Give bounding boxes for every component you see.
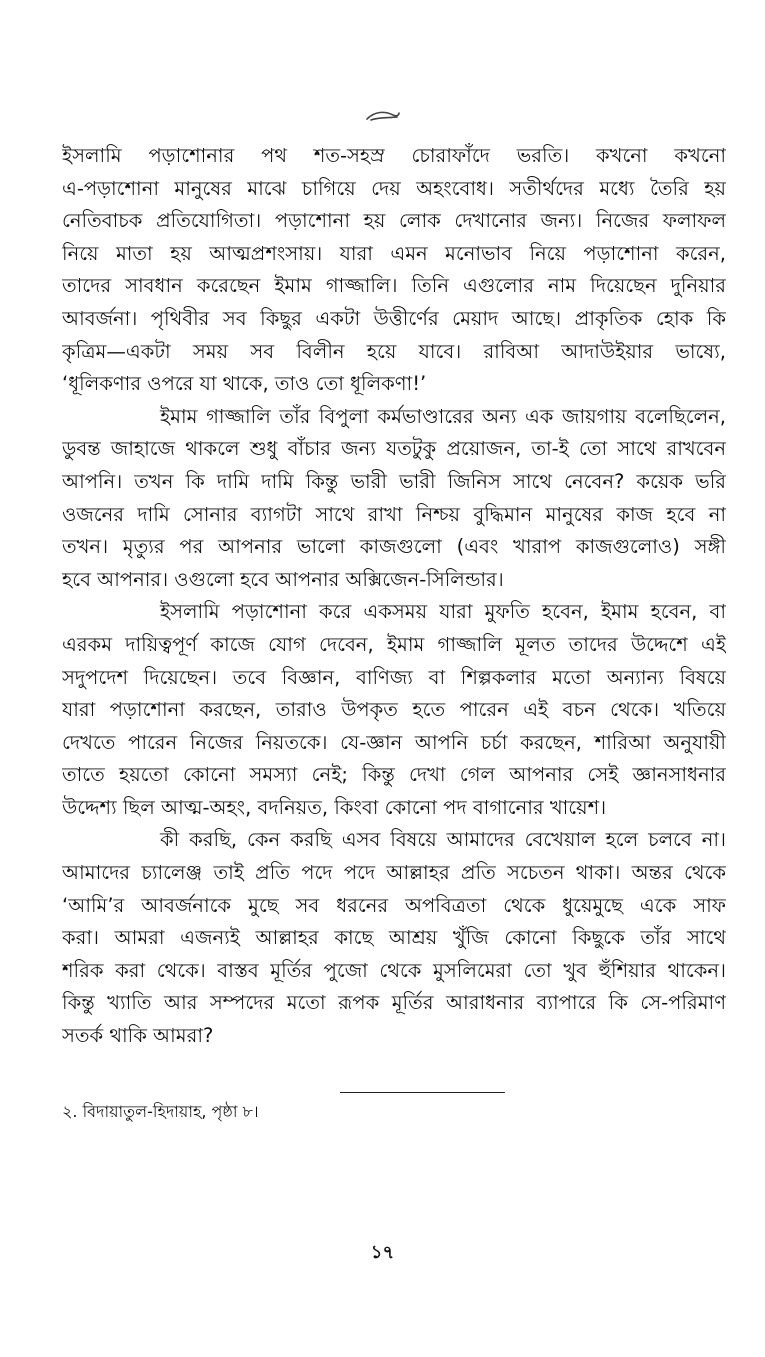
swash-ornament-icon bbox=[363, 109, 403, 123]
text-line: ডুবন্ত জাহাজে থাকলে শুধু বাঁচার জন্য যতটুকু প্রয়োজন, তা-ই তো সাথে রাখবেন bbox=[62, 437, 726, 461]
text-line: তাতে হয়তো কোনো সমস্যা নেই; কিন্তু দেখা গেল আপনার সেই জ্ঞানসাধনার bbox=[62, 763, 726, 787]
text-line: যারা পড়াশোনা করছেন, তারাও উপকৃত হতে পারেন এই বচন থেকে। খতিয়ে bbox=[62, 698, 726, 722]
text-line: উদ্দেশ্য ছিল আত্ম-অহং, বদনিয়ত, কিংবা কোনো পদ বাগানোর খায়েশ। bbox=[62, 795, 607, 819]
paragraph-4 bbox=[62, 824, 726, 1052]
text-line: আপনি। তখন কি দামি দামি কিন্তু ভারী ভারী জিনিস সাথে নেবেন? কয়েক ভরি bbox=[62, 469, 726, 493]
footnote-divider bbox=[340, 1092, 505, 1093]
footnote: ২. বিদায়াতুল-হিদায়াহ, পৃষ্ঠা ৮। bbox=[62, 1102, 259, 1121]
text-line: কিন্তু খ্যাতি আর সম্পদের মতো রূপক মূর্তির আরাধনার ব্যাপারে কি সে-পরিমাণ bbox=[62, 991, 726, 1015]
text-line: নিয়ে মাতা হয় আত্মপ্রশংসায়। যারা এমন মনোভাব নিয়ে পড়াশোনা করেন, bbox=[62, 241, 726, 265]
paragraph-3 bbox=[62, 596, 726, 824]
text-line: শরিক করা থেকে। বাস্তব মূর্তির পুজো থেকে মুসলিমেরা তো খুব হুঁশিয়ার থাকেন। bbox=[62, 958, 726, 982]
text-line: ইসলামি পড়াশোনা করে একসময় যারা মুফতি হবেন, ইমাম হবেন, বা bbox=[160, 600, 726, 624]
paragraph-2 bbox=[62, 401, 726, 597]
body-text bbox=[62, 140, 726, 1053]
text-line: ইমাম গাজ্জালি তাঁর বিপুলা কর্মভাণ্ডারের অন্য এক জায়গায় বলেছিলেন, bbox=[160, 404, 726, 428]
text-line: করা। আমরা এজন্যই আল্লাহর কাছে আশ্রয় খুঁজি কোনো কিছুকে তাঁর সাথে bbox=[62, 926, 726, 950]
text-line: কী করছি, কেন করছি এসব বিষয়ে আমাদের বেখেয়াল হলে চলবে না। bbox=[160, 828, 726, 852]
text-line: কৃত্রিম—একটা সময় সব বিলীন হয়ে যাবে। রাবিআ আদাউইয়ার ভাষ্যে, bbox=[62, 339, 726, 363]
text-line: তখন। মৃত্যুর পর আপনার ভালো কাজগুলো (এবং খারাপ কাজগুলোও) সঙ্গী bbox=[62, 535, 726, 559]
text-line: নেতিবাচক প্রতিযোগিতা। পড়াশোনা হয় লোক দেখানোর জন্য। নিজের ফলাফল bbox=[62, 209, 726, 233]
paragraph-1 bbox=[62, 140, 726, 401]
text-line: সতর্ক থাকি আমরা? bbox=[62, 1024, 214, 1048]
page-number: ১৭ bbox=[370, 1242, 395, 1263]
text-line: ‘ধূলিকণার ওপরে যা থাকে, তাও তো ধূলিকণা!’ bbox=[62, 372, 427, 396]
text-line: সদুপদেশ দিয়েছেন। তবে বিজ্ঞান, বাণিজ্য বা শিল্পকলার মতো অন্যান্য বিষয়ে bbox=[62, 665, 726, 689]
text-line: ওজনের দামি সোনার ব্যাগটা সাথে রাখা নিশ্চয় বুদ্ধিমান মানুষের কাজ হবে না bbox=[62, 502, 726, 526]
text-line: তাদের সাবধান করেছেন ইমাম গাজ্জালি। তিনি এগুলোর নাম দিয়েছেন দুনিয়ার bbox=[62, 274, 726, 298]
text-line: ইসলামি পড়াশোনার পথ শত-সহস্র চোরাফাঁদে ভরতি। কখনো কখনো bbox=[62, 144, 726, 167]
text-line: এ-পড়াশোনা মানুষের মাঝে চাগিয়ে দেয় অহংবোধ। সতীর্থদের মধ্যে তৈরি হয় bbox=[62, 176, 726, 200]
text-line: এরকম দায়িত্বপূর্ণ কাজে যোগ দেবেন, ইমাম গাজ্জালি মূলত তাদের উদ্দেশে এই bbox=[62, 632, 726, 656]
chapter-ornament bbox=[0, 108, 765, 127]
text-line: দেখতে পারেন নিজের নিয়তকে। যে-জ্ঞান আপনি চর্চা করছেন, শারিআ অনুযায়ী bbox=[62, 730, 726, 754]
text-line: আমাদের চ্যালেঞ্জ তাই প্রতি পদে পদে আল্লাহর প্রতি সচেতন থাকা। অন্তর থেকে bbox=[62, 861, 726, 885]
text-line: আবর্জনা। পৃথিবীর সব কিছুর একটা উত্তীর্ণের মেয়াদ আছে। প্রাকৃতিক হোক কি bbox=[62, 306, 726, 330]
text-line: ‘আমি’র আবর্জনাকে মুছে সব ধরনের অপবিত্রতা থেকে ধুয়েমুছে একে সাফ bbox=[62, 893, 726, 917]
text-line: হবে আপনার। ওগুলো হবে আপনার অক্সিজেন-সিলিন্ডার। bbox=[62, 567, 504, 591]
